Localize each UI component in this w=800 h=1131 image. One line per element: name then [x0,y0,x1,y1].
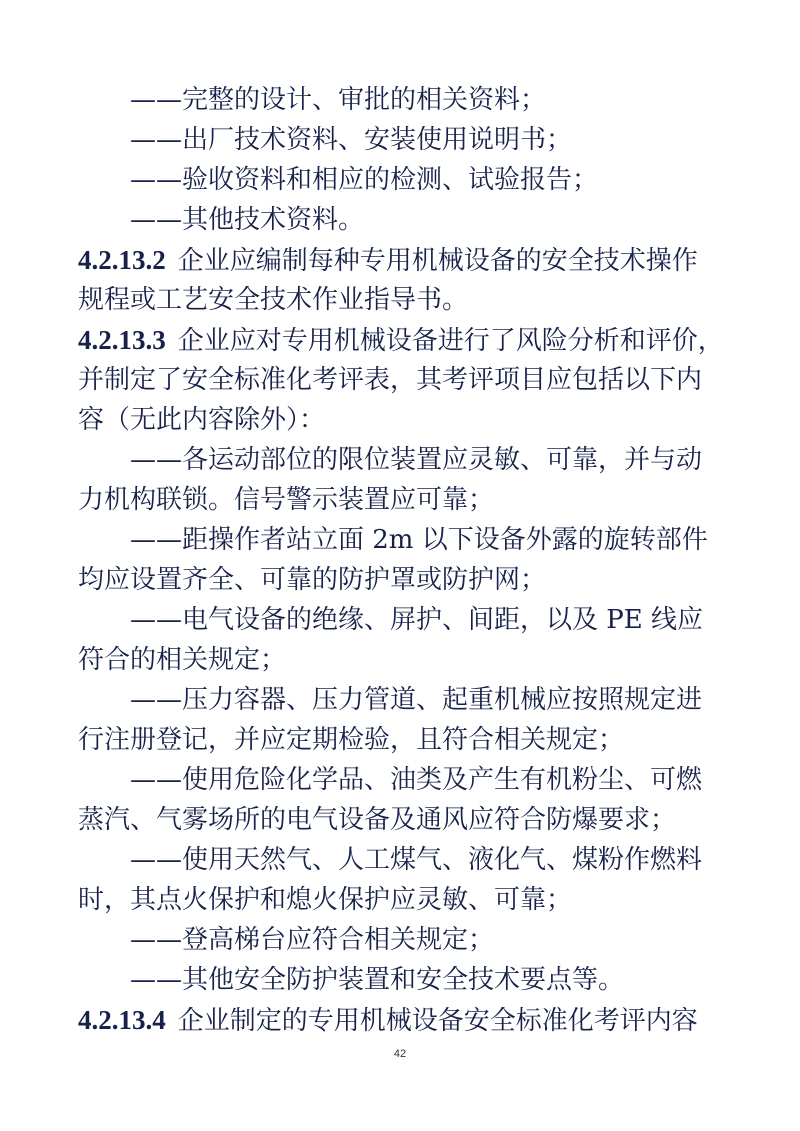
clause-text: 企业制定的专用机械设备安全标准化考评内容 [177,1006,698,1036]
page-number: 42 [393,1048,407,1060]
list-item-continuation: 均应设置齐全、可靠的防护罩或防护网； [78,565,547,595]
clause-text-line: 规程或工艺安全技术作业指导书。 [78,285,469,315]
list-item-continuation: 符合的相关规定； [78,645,287,675]
list-item-continuation: 行注册登记，并应定期检验，且符合相关规定； [78,725,625,755]
clause-number: 4.2.13.2 [78,245,166,275]
list-item: ——压力容器、压力管道、起重机械应按照规定进 [130,685,703,715]
list-item: ——登高梯台应符合相关规定； [130,925,495,955]
list-item: ——电气设备的绝缘、屏护、间距，以及 PE 线应 [130,605,704,635]
clause-text: 企业应对专用机械设备进行了风险分析和评价， [177,326,724,356]
clause-text-line: 容（无此内容除外）： [78,405,326,435]
clause-4-2-13-4 [78,1000,738,1040]
list-item: ——距操作者站立面 2m 以下设备外露的旋转部件 [130,525,708,555]
list-item-continuation: 蒸汽、气雾场所的电气设备及通风应符合防爆要求； [78,805,677,835]
clause-4-2-13-3 [78,320,738,360]
list-item-continuation: 力机构联锁。信号警示装置应可靠； [78,485,495,515]
list-item: ——各运动部位的限位装置应灵敏、可靠，并与动 [130,445,703,475]
clause-4-2-13-2 [78,240,738,280]
list-item: ——验收资料和相应的检测、试验报告； [130,165,599,195]
list-item: ——其他技术资料。 [130,205,365,235]
list-item: ——其他安全防护装置和安全技术要点等。 [130,965,625,995]
list-item: ——使用天然气、人工煤气、液化气、煤粉作燃料 [130,845,703,875]
clause-number: 4.2.13.4 [78,1005,166,1035]
clause-number: 4.2.13.3 [78,325,166,355]
list-item: ——完整的设计、审批的相关资料； [130,85,547,115]
list-item: ——使用危险化学品、油类及产生有机粉尘、可燃 [130,765,703,795]
clause-text: 企业应编制每种专用机械设备的安全技术操作 [177,246,698,276]
list-item-continuation: 时，其点火保护和熄火保护应灵敏、可靠； [78,885,573,915]
clause-text-line: 并制定了安全标准化考评表，其考评项目应包括以下内 [78,365,703,395]
list-item: ——出厂技术资料、安装使用说明书； [130,125,573,155]
